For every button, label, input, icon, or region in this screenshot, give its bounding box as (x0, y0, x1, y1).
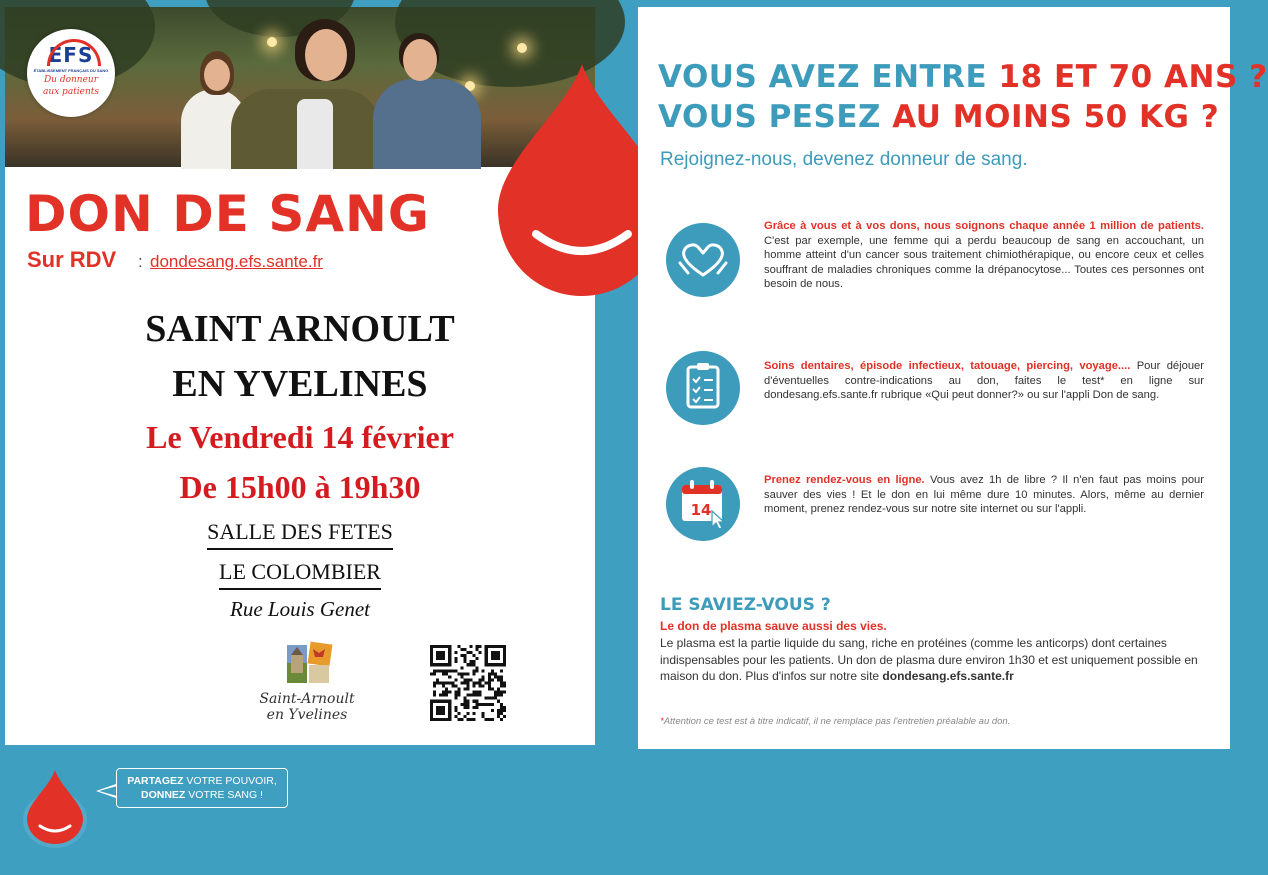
slogan-bubble (116, 768, 288, 808)
weight-question (658, 99, 1219, 135)
time-line: De 15h00 à 19h30 (179, 469, 421, 505)
venue-line-1 (5, 519, 595, 550)
footnote-star: * (660, 716, 664, 727)
qr-code-icon[interactable] (430, 645, 506, 721)
slogan-line-1-text: VOTRE POUVOIR, (183, 775, 277, 787)
footnote (660, 716, 1010, 727)
plasma-body: Le plasma est la partie liquide du sang, riche en protéines (comme les anticorps) dont certaines indispensables pour les patients. Un don de plasma dure environ 1h30 et est uniquement possible en maison du don. Plus d'infos sur notre site (660, 636, 1198, 683)
did-you-know-heading: LE SAVIEZ-VOUS ? (660, 595, 831, 615)
plasma-text (660, 635, 1220, 685)
venue-line-2 (5, 559, 595, 590)
small-blood-drop-icon (22, 768, 88, 848)
rdv-label: Sur RDV (27, 247, 117, 272)
town-logo (247, 635, 367, 735)
calendar-icon (666, 467, 740, 541)
paragraph-appointment-text: Vous avez 1h de libre ? Il n'en faut pas moins pour sauver des vies ! Et le don en lui même dure 10 minutes. Alors, même au dernier moment, prenez rendez-vous sur notre site internet ou sur l'appli. (764, 474, 1204, 516)
weight-question-part2: AU MOINS 50 KG ? (892, 99, 1220, 135)
efs-logo-tagline-2: aux patients (42, 87, 100, 97)
join-subtitle: Rejoignez-nous, devenez donneur de sang. (660, 149, 1028, 170)
heart-hands-icon (666, 223, 740, 297)
paragraph-appointment (764, 473, 1204, 517)
efs-logo-tagline-1: Du donneur (43, 75, 99, 85)
checklist-icon (666, 351, 740, 425)
town-logo-name-2: en Yvelines (266, 707, 348, 723)
efs-logo-name: EFS (48, 43, 94, 67)
town-logo-name-1: Saint-Arnoult (259, 691, 355, 707)
town-line-2: EN YVELINES (172, 363, 428, 405)
venue-name: SALLE DES FETES (207, 519, 393, 550)
town-crest-icon (285, 639, 333, 687)
efs-logo (27, 29, 115, 117)
age-question-part2: 18 ET 70 ANS ? (998, 59, 1268, 95)
paragraph-patients-bold: Grâce à vous et à vos dons, nous soignons chaque année 1 million de patients. (764, 220, 1204, 232)
date-line: Le Vendredi 14 février (146, 419, 454, 455)
age-question (658, 59, 1268, 95)
footnote-text: Attention ce test est à titre indicatif, il ne remplace pas l'entretien préalable au don. (663, 716, 1011, 727)
paragraph-appointment-bold: Prenez rendez-vous en ligne. (764, 474, 925, 486)
paragraph-contraindications-bold: Soins dentaires, épisode infectieux, tatouage, piercing, voyage.... (764, 360, 1131, 372)
paragraph-contraindications (764, 359, 1204, 403)
slogan-line-2 (117, 788, 287, 802)
rdv-colon: : (138, 252, 143, 271)
street-address: Rue Louis Genet (230, 597, 370, 621)
town-line-1: SAINT ARNOULT (145, 308, 455, 350)
weight-question-part1: VOUS PESEZ (658, 99, 893, 135)
paragraph-contraindications-text: Pour déjouer d'éventuelles contre-indications au don, faites le test* en ligne sur dondesang.efs.sante.fr rubrique «Qui peut donner?» ou sur l'appli Don de sang. (764, 360, 1205, 402)
slogan-line-2-bold: DONNEZ (141, 789, 186, 801)
slogan-line-1-bold: PARTAGEZ (127, 775, 184, 787)
right-info-panel (638, 7, 1268, 749)
paragraph-patients-text: C'est par exemple, une femme qui a perdu beaucoup de sang en accouchant, un homme atteint d'un cancer sous traitement chimiothérapique, ou encore ceux et celles souffrant de maladies chroniques comme la drépanocytose... Toutes ces personnes ont besoin de nous. (764, 234, 1204, 291)
venue-subname: LE COLOMBIER (219, 559, 381, 590)
paragraph-patients (764, 219, 1204, 292)
slogan-line-1 (117, 774, 287, 788)
poster-title: DON DE SANG (25, 185, 430, 243)
plasma-heading: Le don de plasma sauve aussi des vies. (660, 619, 887, 633)
age-question-part1: VOUS AVEZ ENTRE (658, 59, 999, 95)
calendar-number: 14 (690, 501, 712, 519)
plasma-link[interactable]: dondesang.efs.sante.fr (882, 669, 1014, 683)
efs-logo-subtitle: ÉTABLISSEMENT FRANÇAIS DU SANG (33, 68, 109, 73)
slogan-line-2-text: VOTRE SANG ! (185, 789, 263, 801)
rdv-link[interactable]: dondesang.efs.sante.fr (150, 252, 323, 271)
speech-bubble-tail-inner (99, 786, 117, 796)
